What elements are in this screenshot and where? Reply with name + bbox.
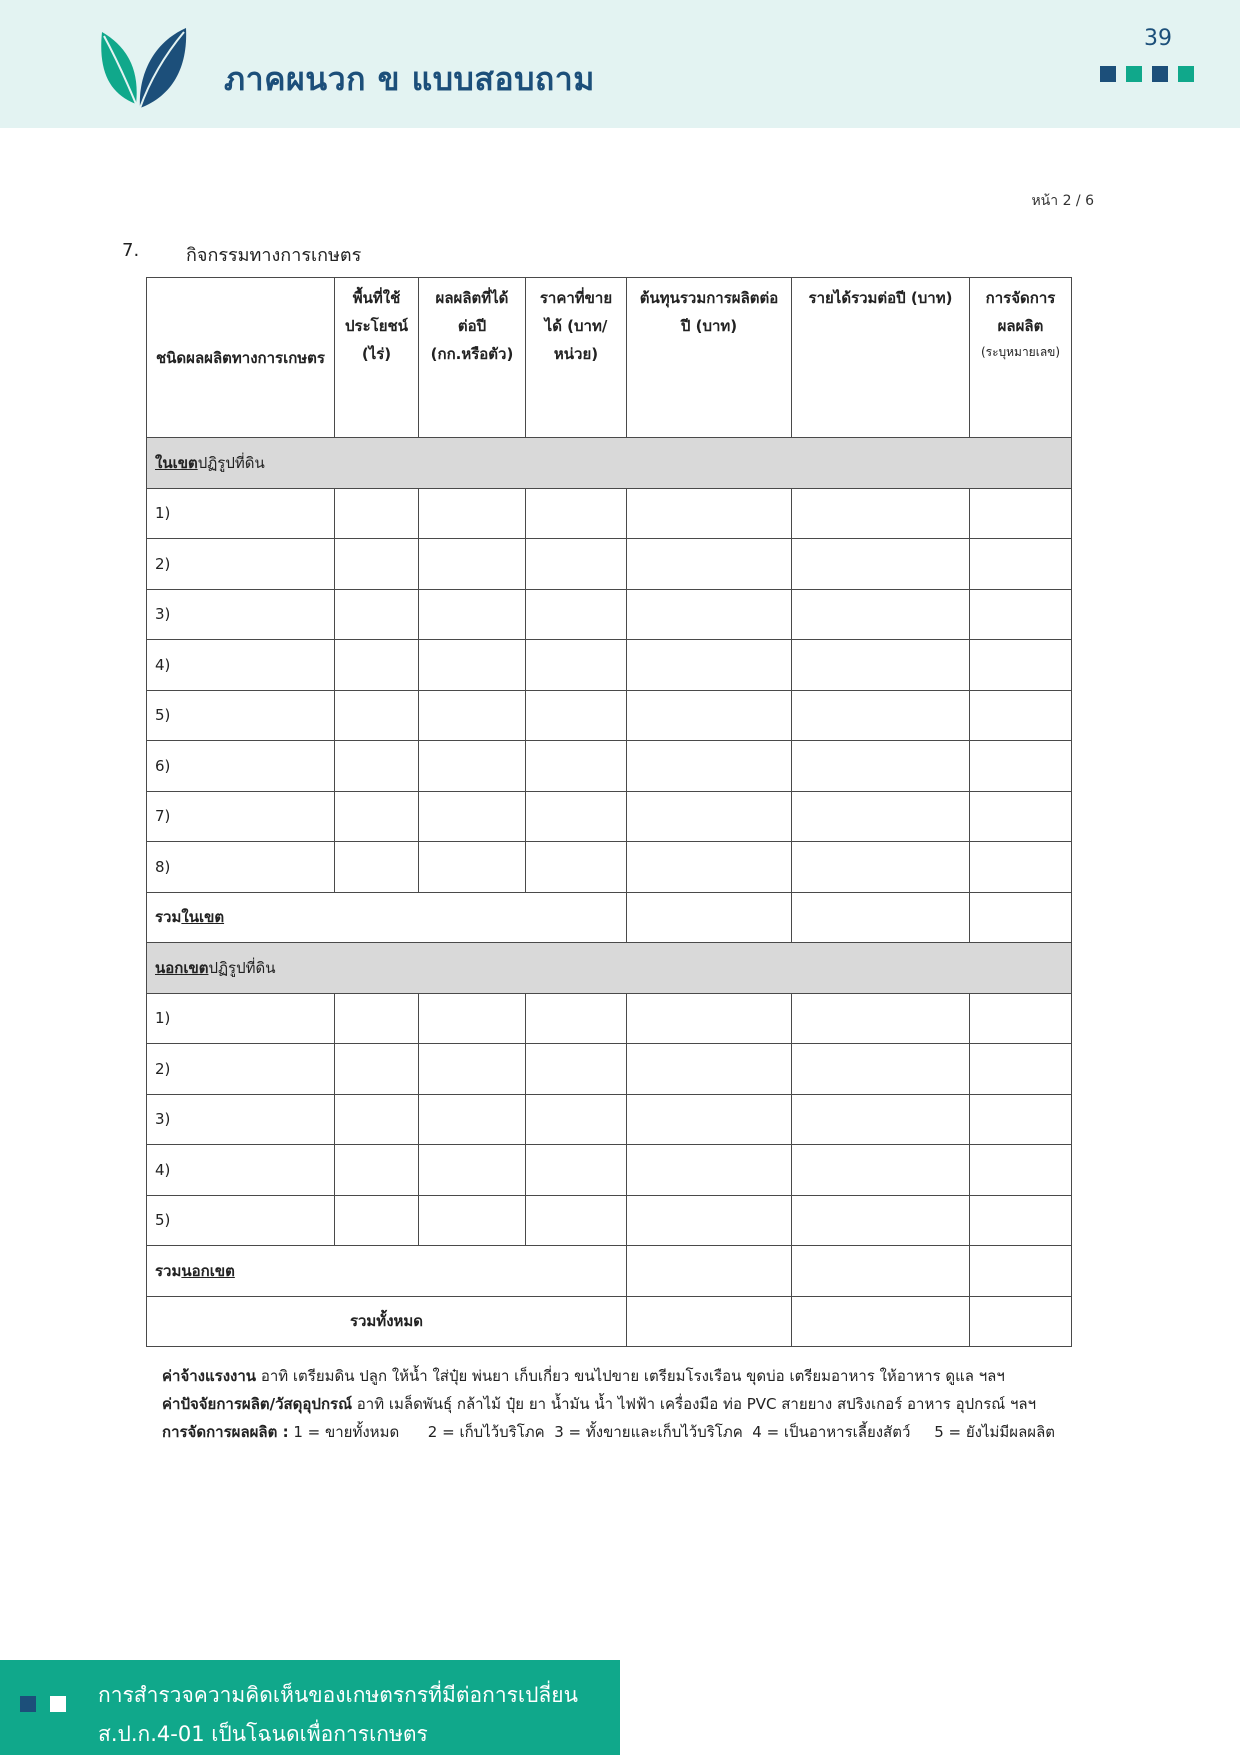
- table-cell[interactable]: [335, 1044, 419, 1095]
- total-underlined: ในเขต: [181, 908, 225, 927]
- table-cell[interactable]: [792, 1094, 970, 1145]
- table-cell[interactable]: [526, 539, 627, 590]
- note-management-label: การจัดการผลผลิต :: [162, 1423, 289, 1441]
- row-number[interactable]: 3): [147, 589, 335, 640]
- total-prefix: รวม: [155, 1261, 182, 1280]
- table-row: [147, 589, 1072, 640]
- section-title: กิจกรรมทางการเกษตร: [186, 245, 362, 266]
- table-cell[interactable]: [792, 993, 970, 1044]
- note-labor-label: ค่าจ้างแรงงาน: [162, 1367, 257, 1385]
- table-cell[interactable]: [627, 1246, 792, 1297]
- inside-total-label: [147, 892, 627, 943]
- leaf-logo-icon: [96, 24, 188, 110]
- table-cell[interactable]: [627, 741, 792, 792]
- outside-section-row: [147, 943, 1072, 994]
- page-of-indicator: หน้า 2 / 6: [1031, 193, 1094, 209]
- table-cell[interactable]: [970, 892, 1072, 943]
- inside-total-row: [147, 892, 1072, 943]
- table-cell[interactable]: [335, 589, 419, 640]
- row-number[interactable]: 1): [147, 993, 335, 1044]
- outside-total-label: [147, 1246, 627, 1297]
- header-management-note: (ระบุหมายเลข): [980, 345, 1061, 359]
- header-income: รายได้รวมต่อปี (บาท): [792, 278, 970, 438]
- inside-section-row: [147, 438, 1072, 489]
- header-management: [970, 278, 1072, 438]
- table-row: [147, 791, 1072, 842]
- table-cell[interactable]: [970, 741, 1072, 792]
- square-icon: [1100, 66, 1116, 82]
- table-cell[interactable]: [792, 1145, 970, 1196]
- table-cell[interactable]: [335, 1195, 419, 1246]
- table-cell[interactable]: [792, 1044, 970, 1095]
- table-cell[interactable]: [792, 640, 970, 691]
- table-cell[interactable]: [526, 488, 627, 539]
- table-cell[interactable]: [335, 1094, 419, 1145]
- square-icon: [50, 1696, 66, 1712]
- note-inputs-label: ค่าปัจจัยการผลิต/วัสดุอุปกรณ์: [162, 1395, 353, 1413]
- row-number[interactable]: 2): [147, 539, 335, 590]
- row-number[interactable]: 5): [147, 690, 335, 741]
- table-cell[interactable]: [335, 640, 419, 691]
- table-header-row: [147, 278, 1072, 438]
- row-number[interactable]: 1): [147, 488, 335, 539]
- table-cell[interactable]: [627, 993, 792, 1044]
- table-cell[interactable]: [526, 1044, 627, 1095]
- table-cell[interactable]: [792, 1246, 970, 1297]
- header-product-type: ชนิดผลผลิตทางการเกษตร: [147, 278, 335, 438]
- table-row: [147, 488, 1072, 539]
- table-cell[interactable]: [627, 1094, 792, 1145]
- table-cell[interactable]: [627, 892, 792, 943]
- row-number[interactable]: 6): [147, 741, 335, 792]
- table-cell[interactable]: [627, 690, 792, 741]
- table-row: [147, 640, 1072, 691]
- header-title: ภาคผนวก ข แบบสอบถาม: [224, 60, 595, 98]
- inside-section-label: [147, 438, 1072, 489]
- footer-line-1: การสำรวจความคิดเห็นของเกษตรกรที่มีต่อการเปลี่ยน: [98, 1683, 578, 1707]
- table-cell[interactable]: [419, 741, 526, 792]
- table-cell[interactable]: [335, 690, 419, 741]
- square-icon: [1126, 66, 1142, 82]
- table-row: [147, 1145, 1072, 1196]
- page-header: [0, 0, 1240, 128]
- square-icon: [20, 1696, 36, 1712]
- table-cell[interactable]: [627, 791, 792, 842]
- row-number[interactable]: 3): [147, 1094, 335, 1145]
- header-price: ราคาที่ขายได้ (บาท/หน่วย): [526, 278, 627, 438]
- table-cell[interactable]: [627, 488, 792, 539]
- table-cell[interactable]: [970, 1094, 1072, 1145]
- section-label-rest: ปฏิรูปที่ดิน: [208, 958, 276, 977]
- table-cell[interactable]: [335, 1145, 419, 1196]
- table-cell[interactable]: [970, 791, 1072, 842]
- table-cell[interactable]: [419, 640, 526, 691]
- table-cell[interactable]: [970, 993, 1072, 1044]
- section-label-underlined: ในเขต: [155, 453, 198, 472]
- table-cell[interactable]: [419, 842, 526, 893]
- table-row: [147, 690, 1072, 741]
- table-cell[interactable]: [970, 1296, 1072, 1347]
- table-cell[interactable]: [970, 589, 1072, 640]
- table-cell[interactable]: [792, 741, 970, 792]
- header-management-label: การจัดการผลผลิต: [985, 289, 1056, 335]
- table-cell[interactable]: [627, 1296, 792, 1347]
- table-cell[interactable]: [335, 539, 419, 590]
- square-icon: [1152, 66, 1168, 82]
- table-row: [147, 741, 1072, 792]
- page-footer: [0, 1660, 620, 1755]
- table-cell[interactable]: [419, 539, 526, 590]
- row-number[interactable]: 7): [147, 791, 335, 842]
- table-row: [147, 1044, 1072, 1095]
- row-number[interactable]: 2): [147, 1044, 335, 1095]
- note-management: [162, 1418, 1055, 1446]
- table-cell[interactable]: [627, 539, 792, 590]
- table-cell[interactable]: [970, 690, 1072, 741]
- table-cell[interactable]: [970, 1246, 1072, 1297]
- table-cell[interactable]: [526, 1195, 627, 1246]
- table-cell[interactable]: [419, 993, 526, 1044]
- table-cell[interactable]: [419, 1195, 526, 1246]
- table-cell[interactable]: [526, 690, 627, 741]
- table-cell[interactable]: [970, 539, 1072, 590]
- table-cell[interactable]: [792, 892, 970, 943]
- table-cell[interactable]: [627, 589, 792, 640]
- header-yield: ผลผลิตที่ได้ต่อปี (กก.หรือตัว): [419, 278, 526, 438]
- table-cell[interactable]: [970, 640, 1072, 691]
- table-cell[interactable]: [970, 1145, 1072, 1196]
- table-cell[interactable]: [526, 640, 627, 691]
- table-cell[interactable]: [627, 1195, 792, 1246]
- table-row: [147, 1195, 1072, 1246]
- grand-total-row: [147, 1296, 1072, 1347]
- table-cell[interactable]: [419, 589, 526, 640]
- table-cell[interactable]: [419, 690, 526, 741]
- row-number[interactable]: 5): [147, 1195, 335, 1246]
- table-cell[interactable]: [526, 741, 627, 792]
- page-number: 39: [1144, 26, 1172, 51]
- row-number[interactable]: 8): [147, 842, 335, 893]
- header-area: พื้นที่ใช้ประโยชน์ (ไร่): [335, 278, 419, 438]
- outside-section-label: [147, 943, 1072, 994]
- table-cell[interactable]: [627, 842, 792, 893]
- table-cell[interactable]: [970, 488, 1072, 539]
- header-cost: ต้นทุนรวมการผลิตต่อปี (บาท): [627, 278, 792, 438]
- table-row: [147, 539, 1072, 590]
- table-cell[interactable]: [792, 1296, 970, 1347]
- table-cell[interactable]: [419, 488, 526, 539]
- table-cell[interactable]: [335, 842, 419, 893]
- table-cell[interactable]: [792, 589, 970, 640]
- table-cell[interactable]: [526, 993, 627, 1044]
- table-cell[interactable]: [792, 842, 970, 893]
- table-cell[interactable]: [419, 1044, 526, 1095]
- table-cell[interactable]: [792, 1195, 970, 1246]
- agricultural-activity-table: [146, 277, 1072, 1347]
- table-cell[interactable]: [419, 1094, 526, 1145]
- row-number[interactable]: 4): [147, 1145, 335, 1196]
- footer-text: [98, 1676, 578, 1754]
- square-icon: [1178, 66, 1194, 82]
- grand-total-label: รวมทั้งหมด: [147, 1296, 627, 1347]
- footer-line-2: ส.ป.ก.4-01 เป็นโฉนดเพื่อการเกษตร: [98, 1722, 428, 1746]
- section-number: 7.: [122, 240, 140, 261]
- table-cell[interactable]: [970, 1044, 1072, 1095]
- note-inputs-text: อาทิ เมล็ดพันธุ์ กล้าไม้ ปุ๋ย ยา น้ำมัน น้ำ ไฟฟ้า เครื่องมือ ท่อ PVC สายยาง สปริงเกอร์ อาหาร อุปกรณ์ ฯลฯ: [352, 1395, 1037, 1413]
- section-label-rest: ปฏิรูปที่ดิน: [197, 453, 265, 472]
- total-underlined: นอกเขต: [181, 1261, 235, 1280]
- table-cell[interactable]: [792, 690, 970, 741]
- note-management-options: 1 = ขายทั้งหมด 2 = เก็บไว้บริโภค 3 = ทั้งขายและเก็บไว้บริโภค 4 = เป็นอาหารเลี้ยงสัตว์ 5 = ยังไม่มีผลผลิต: [293, 1423, 1056, 1441]
- row-number[interactable]: 4): [147, 640, 335, 691]
- table-cell[interactable]: [792, 539, 970, 590]
- table-cell[interactable]: [419, 1145, 526, 1196]
- table-row: [147, 993, 1072, 1044]
- table-notes: [162, 1362, 1055, 1446]
- table-cell[interactable]: [335, 488, 419, 539]
- note-labor-text: อาทิ เตรียมดิน ปลูก ให้น้ำ ใส่ปุ๋ย พ่นยา เก็บเกี่ยว ขนไปขาย เตรียมโรงเรือน ขุดบ่อ เตรียมอาหาร ให้อาหาร ดูแล ฯลฯ: [256, 1367, 1005, 1385]
- table-cell[interactable]: [526, 791, 627, 842]
- table-cell[interactable]: [419, 791, 526, 842]
- table-cell[interactable]: [526, 589, 627, 640]
- total-prefix: รวม: [155, 908, 182, 927]
- table-cell[interactable]: [627, 640, 792, 691]
- table-cell[interactable]: [792, 488, 970, 539]
- table-cell[interactable]: [792, 791, 970, 842]
- table-cell[interactable]: [526, 1145, 627, 1196]
- table-cell[interactable]: [335, 741, 419, 792]
- table-cell[interactable]: [970, 842, 1072, 893]
- note-inputs: [162, 1390, 1055, 1418]
- table-cell[interactable]: [627, 1044, 792, 1095]
- table-row: [147, 1094, 1072, 1145]
- table-cell[interactable]: [335, 993, 419, 1044]
- section-label-underlined: นอกเขต: [155, 958, 209, 977]
- table-cell[interactable]: [526, 1094, 627, 1145]
- table-cell[interactable]: [970, 1195, 1072, 1246]
- table-cell[interactable]: [627, 1145, 792, 1196]
- table-cell[interactable]: [335, 791, 419, 842]
- header-decoration-squares: [1100, 66, 1200, 82]
- note-labor: [162, 1362, 1055, 1390]
- table-cell[interactable]: [526, 842, 627, 893]
- table-row: [147, 842, 1072, 893]
- outside-total-row: [147, 1246, 1072, 1297]
